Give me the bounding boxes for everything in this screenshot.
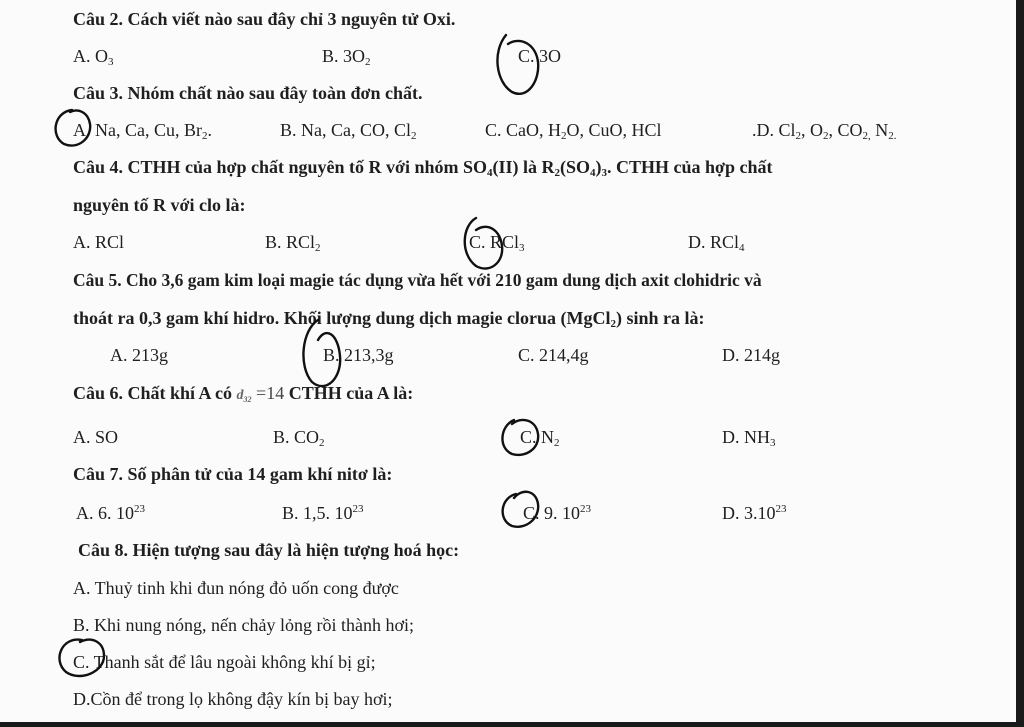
q7-option-b: B. 1,5. $10^{23}$	[282, 503, 364, 523]
q2-option-c: C. 3O	[518, 46, 562, 66]
q8-option-b: B. Khi nung nóng, nến chảy lỏng rồi thành hơi;	[73, 615, 414, 635]
question-7: Câu 7. Số phân tử của 14 gam khí nitơ là:	[73, 464, 393, 484]
question-2: Câu 2. Cách viết nào sau đây chỉ 3 nguyên tử Oxi.	[73, 9, 456, 29]
q2-option-b: B. $3O_2$	[322, 46, 371, 68]
q3-option-d: .D. $Cl_2$, $O_2$, $CO_{2,}$ $N_{2.}$	[752, 120, 897, 142]
q3-option-a: A. Na, Ca, Cu, $Br_2$.	[73, 120, 212, 142]
q5-option-a: A. 213g	[110, 345, 168, 365]
answer-mark-q8	[59, 640, 104, 676]
q6-option-a: A. SO	[73, 427, 119, 447]
q5-option-c: C. 214,4g	[518, 345, 589, 365]
answer-mark-q2	[497, 35, 538, 94]
answer-mark-q5	[303, 320, 340, 386]
q8-option-c: C. Thanh sắt để lâu ngoài không khí bị gỉ;	[73, 652, 376, 672]
question-4: Câu 4. CTHH của hợp chất nguyên tố R với nhóm $SO_4(II)$ là $R_2(SO_4)_3$. CTHH của hợp chất	[73, 157, 773, 179]
q4-option-b: B. RCl$_2$	[265, 232, 321, 254]
answer-mark-q7	[503, 492, 539, 527]
question-3: Câu 3. Nhóm chất nào sau đây toàn đơn chất.	[73, 83, 423, 103]
q3-option-b: B. Na, Ca, CO, $Cl_2$	[280, 120, 417, 142]
q2-option-a: A. $O_3$	[73, 46, 114, 68]
q6-option-c: C. $N_2$	[520, 427, 560, 449]
q6-option-d: D. $NH_3$	[722, 427, 776, 449]
q4-option-d: D. RCl$_4$	[688, 232, 745, 254]
q8-option-d: D.Cồn để trong lọ không đậy kín bị bay hơi;	[73, 689, 393, 709]
q8-option-a: A. Thuỷ tinh khi đun nóng đỏ uốn cong được	[73, 578, 399, 598]
answer-mark-q6	[502, 420, 538, 455]
question-5-line-2: thoát ra 0,3 gam khí hidro. Khối lượng dung dịch magie clorua (MgCl$_2$) sinh ra là:	[73, 308, 705, 330]
q5-option-d: D. 214g	[722, 345, 780, 365]
q4-option-c: C. RCl$_3$	[469, 232, 525, 254]
question-6: Câu 6. Chất khí A có $d_{32} =14$ CTHH của A là:	[73, 383, 414, 404]
question-8: Câu 8. Hiện tượng sau đây là hiện tượng hoá học:	[78, 540, 460, 560]
density-ratio: $d_{32}$	[236, 388, 252, 404]
q7-option-a: A. 6. $10^{23}$	[76, 503, 145, 523]
q4-option-a: A. RCl	[73, 232, 125, 252]
answer-mark-q4	[465, 218, 502, 269]
q6-option-b: B. $CO_2$	[273, 427, 325, 449]
q7-option-d: D. 3.10$^{23}$	[722, 503, 787, 523]
q3-option-c: C. CaO, $H_2O$, CuO, HCl	[485, 120, 662, 142]
question-4-line-2: nguyên tố R với clo là:	[73, 195, 246, 215]
q7-option-c: C. 9. $10^{23}$	[523, 503, 592, 523]
question-5: Câu 5. Cho 3,6 gam kim loại magie tác dụng vừa hết với 210 gam dung dịch axit clohidric và	[73, 270, 762, 290]
answer-mark-q3	[56, 110, 91, 146]
q5-option-b: B. 213,3g	[323, 345, 394, 365]
